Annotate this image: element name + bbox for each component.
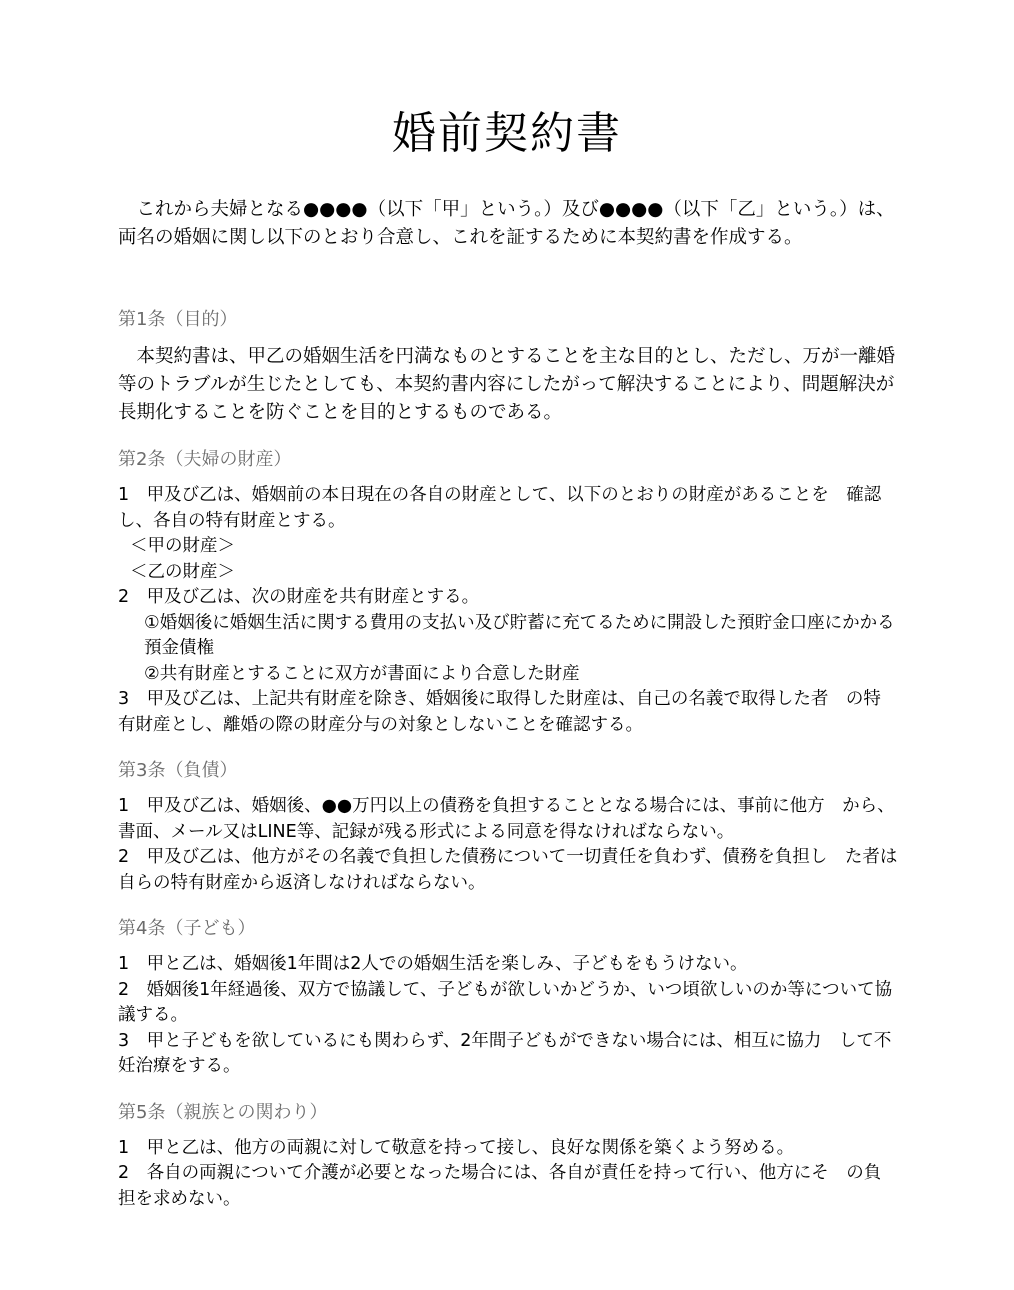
document-body (118, 196, 898, 1232)
article-1 (118, 307, 898, 427)
document-title: 婚前契約書 (392, 108, 622, 159)
article-heading: 第5条（親族との関わり） (118, 1101, 328, 1123)
article-paragraph: 本契約書は、甲乙の婚姻生活を円満なものとすることを主な目的とし、ただし、万が一離婚等のトラブルが生じたとしても、本契約書内容にしたがって解決することにより、問題解決が長期化することを防ぐことを目的とするものである。 (118, 346, 896, 423)
article-paragraph: 3 甲と子どもを欲しているにも関わらず、2年間子どもができない場合には、相互に協力 して不妊治療をする。 (118, 1030, 892, 1076)
property-label-ko: ＜甲の財産＞ (130, 536, 235, 556)
article-paragraph: 1 甲と乙は、他方の両親に対して敬意を持って接し、良好な関係を築くよう努める。 (118, 1137, 795, 1158)
article-2 (118, 447, 898, 738)
article-heading: 第3条（負債） (118, 760, 238, 781)
article-3 (118, 758, 898, 896)
article-5 (118, 1100, 898, 1213)
article-paragraph: 1 甲と乙は、婚姻後1年間は2人での婚姻生活を楽しみ、子どもをもうけない。 (118, 954, 748, 974)
article-paragraph: 2 甲及び乙は、次の財産を共有財産とする。 (118, 587, 480, 607)
article-paragraph: 1 甲及び乙は、婚姻前の本日現在の各自の財産として、以下のとおりの財産があることを 確認し、各自の特有財産とする。 (118, 485, 882, 531)
article-paragraph: 3 甲及び乙は、上記共有財産を除き、婚姻後に取得した財産は、自己の名義で取得した者 の特有財産とし、離婚の際の財産分与の対象としないことを確認する。 (118, 689, 881, 735)
article-paragraph: 1 甲及び乙は、婚姻後、●●万円以上の債務を負担することとなる場合には、事前に他方 から、書面、メール又はLINE等、記録が残る形式による同意を得なければならない。 (118, 796, 895, 842)
article-4 (118, 916, 898, 1080)
article-heading: 第2条（夫婦の財産） (118, 449, 292, 470)
article-paragraph: 2 婚姻後1年経過後、双方で協議して、子どもが欲しいかどうか、いつ頃欲しいのか等について協議する。 (118, 979, 893, 1025)
sub-item: ①婚姻後に婚姻生活に関する費用の支払い及び貯蓄に充てるために開設した預貯金口座にかかる預金債権 (144, 612, 895, 658)
sub-item: ②共有財産とすることに双方が書面により合意した財産 (144, 663, 580, 684)
article-heading: 第4条（子ども） (118, 918, 256, 939)
article-paragraph: 2 各自の両親について介護が必要となった場合には、各自が責任を持って行い、他方にそ の負担を求めない。 (118, 1163, 882, 1209)
article-heading: 第1条（目的） (118, 309, 238, 330)
property-label-otsu: ＜乙の財産＞ (130, 561, 235, 582)
intro-paragraph: これから夫婦となる●●●●（以下「甲」という。）及び●●●●（以下「乙」という。）は、両名の婚姻に関し以下のとおり合意し、これを証するために本契約書を作成する。 (118, 199, 895, 248)
article-paragraph: 2 甲及び乙は、他方がその名義で負担した債務について一切責任を負わず、債務を負担し た者は自らの特有財産から返済しなければならない。 (118, 847, 898, 893)
